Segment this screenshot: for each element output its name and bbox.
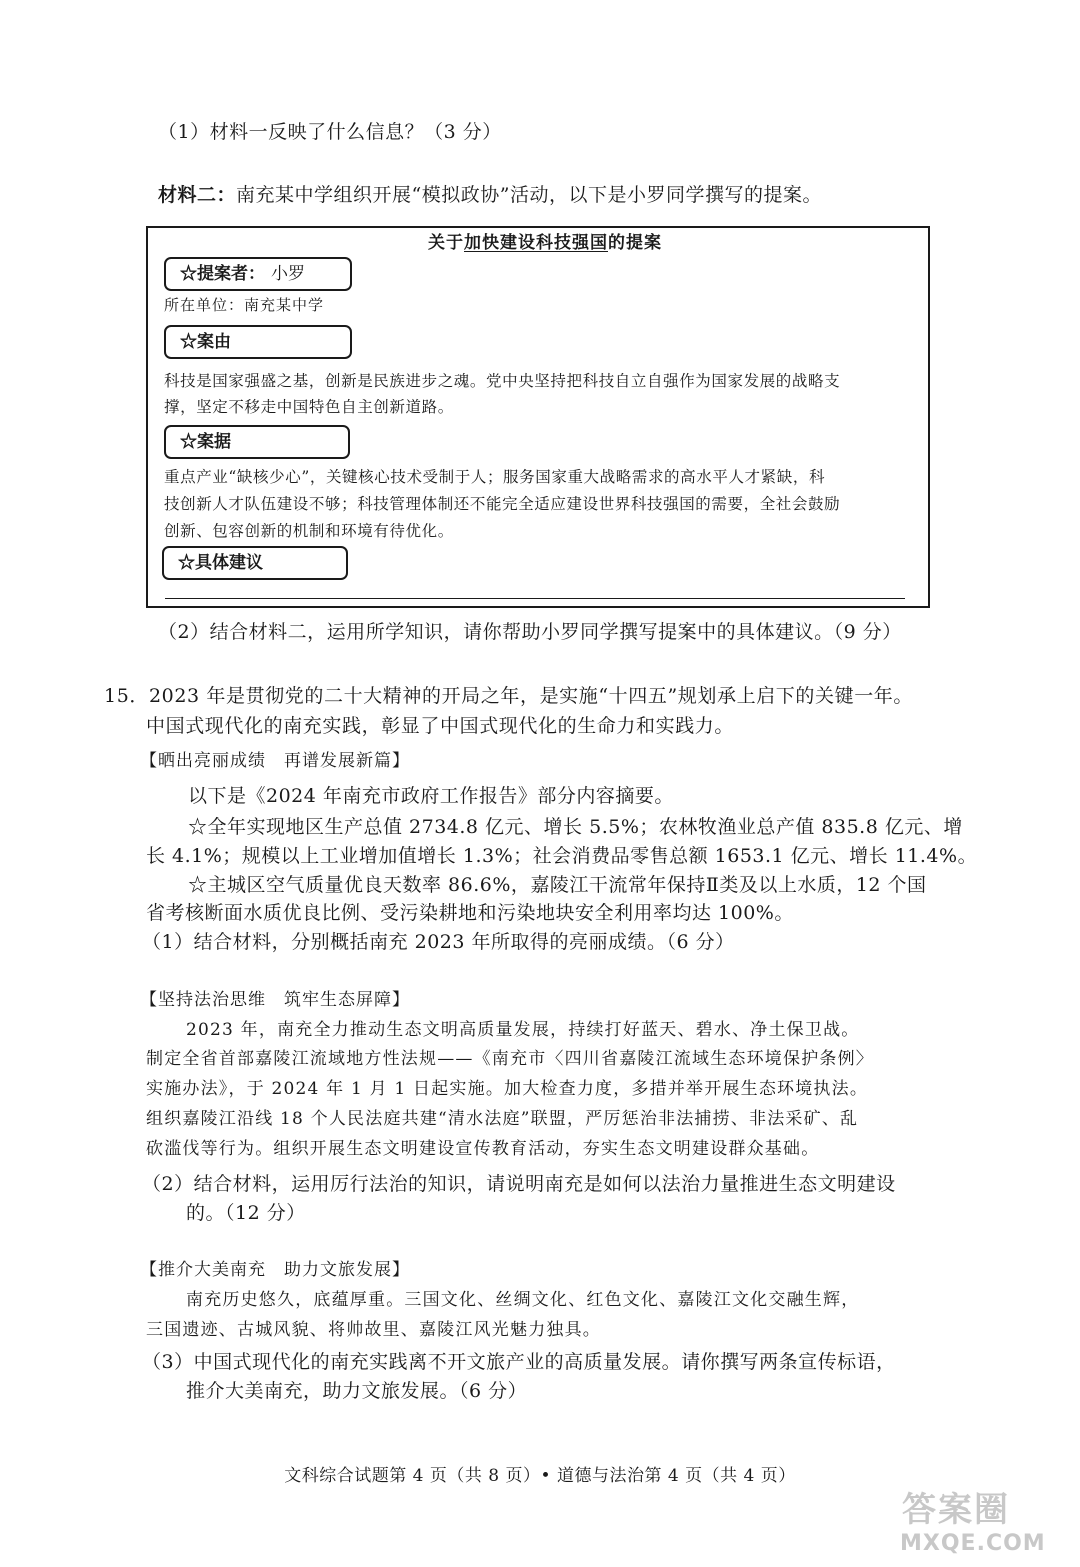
suggestion-tag: ☆具体建议	[162, 546, 348, 580]
reason-text	[164, 368, 840, 420]
section2-line: 砍滥伐等行为。组织开展生态文明建设宣传教育活动，夯实生态文明建设群众基础。	[146, 1139, 820, 1159]
section2-question-line1: （2）结合材料，运用厉行法治的知识，请说明南充是如何以法治力量推进生态文明建设	[142, 1173, 896, 1195]
section3-question-line2: 推介大美南充，助力文旅发展。（6 分）	[186, 1380, 528, 1402]
section2-heading: 【坚持法治思维 筑牢生态屏障】	[140, 990, 410, 1010]
q14-sub1: （1）材料一反映了什么信息？（3 分）	[158, 121, 502, 143]
section3-line: 三国遗迹、古城风貌、将帅故里、嘉陵江风光魅力独具。	[146, 1320, 601, 1340]
section1-line: ☆主城区空气质量优良天数率 86.6%，嘉陵江干流常年保持Ⅱ类及以上水质，12 个国	[188, 874, 927, 896]
section2-question-line2: 的。（12 分）	[186, 1202, 306, 1224]
proposer-value: 小罗	[271, 264, 305, 284]
section1-line: ☆全年实现地区生产总值 2734.8 亿元、增长 5.5%；农林牧渔业总产值 835.8 亿元、增	[188, 816, 963, 838]
section2-line: 2023 年，南充全力推动生态文明高质量发展，持续打好蓝天、碧水、净土保卫战。	[186, 1020, 860, 1040]
material2-text: 南充某中学组织开展“模拟政协”活动，以下是小罗同学撰写的提案。	[236, 184, 822, 206]
basis-line: 技创新人才队伍建设不够；科技管理体制还不能完全适应建设世界科技强国的需要，全社会鼓励	[164, 495, 841, 513]
basis-text	[164, 464, 840, 545]
section1-line: 长 4.1%；规模以上工业增加值增长 1.3%；社会消费品零售总额 1653.1 亿元、增长 11.4%。	[146, 845, 978, 867]
reason-line: 撑，坚定不移走中国特色自主创新道路。	[164, 398, 454, 416]
material2-intro	[158, 181, 822, 209]
section2-line: 制定全省首部嘉陵江流域地方性法规——《南充市〈四川省嘉陵江流域生态环境保护条例〉	[146, 1049, 874, 1069]
watermark-logo-text: 答案圈	[902, 1490, 1010, 1530]
section2-line: 组织嘉陵江沿线 18 个人民法庭共建“清水法庭”联盟，严厉惩治非法捕捞、非法采矿、乱	[146, 1109, 859, 1129]
proposer-label: ☆提案者：	[180, 264, 265, 284]
section2-line: 实施办法》，于 2024 年 1 月 1 日起实施。加大检查力度，多措并举开展生态环境执法。	[146, 1079, 869, 1099]
basis-line: 创新、包容创新的机制和环境有待优化。	[164, 522, 454, 540]
proposal-title: 关于加快建设科技强国的提案	[428, 233, 662, 253]
watermark-url: MXQE.COM	[900, 1531, 1046, 1556]
section3-line: 南充历史悠久，底蕴厚重。三国文化、丝绸文化、红色文化、嘉陵江文化交融生辉，	[186, 1290, 860, 1310]
page-footer: 文科综合试题第 4 页（共 8 页）• 道德与法治第 4 页（共 4 页）	[284, 1466, 796, 1486]
section1-heading: 【晒出亮丽成绩 再谱发展新篇】	[140, 751, 410, 771]
basis-tag: ☆案据	[164, 425, 350, 459]
proposer-unit: 所在单位：南充某中学	[164, 296, 325, 314]
basis-line: 重点产业“缺核少心”，关键核心技术受制于人；服务国家重大战略需求的高水平人才紧缺，科	[164, 468, 826, 486]
section1-line: 省考核断面水质优良比例、受污染耕地和污染地块安全利用率均达 100%。	[146, 902, 794, 924]
reason-line: 科技是国家强盛之基，创新是民族进步之魂。党中央坚持把科技自立自强作为国家发展的战略支	[164, 372, 841, 390]
q15-intro-line2: 中国式现代化的南充实践，彰显了中国式现代化的生命力和实践力。	[146, 715, 735, 737]
q14-sub2: （2）结合材料二，运用所学知识，请你帮助小罗同学撰写提案中的具体建议。（9 分）	[158, 621, 902, 643]
answer-line	[165, 598, 905, 599]
proposal-title-underlined: 加快建设科技强国	[464, 233, 608, 253]
section3-question-line1: （3）中国式现代化的南充实践离不开文旅产业的高质量发展。请你撰写两条宣传标语，	[142, 1351, 896, 1373]
q15-intro-line1: 15．2023 年是贯彻党的二十大精神的开局之年，是实施“十四五”规划承上启下的关键一年。	[104, 685, 913, 707]
section1-line: 以下是《2024 年南充市政府工作报告》部分内容摘要。	[188, 785, 674, 807]
section1-question: （1）结合材料，分别概括南充 2023 年所取得的亮丽成绩。（6 分）	[142, 931, 735, 953]
proposer-tag	[164, 257, 352, 291]
section3-heading: 【推介大美南充 助力文旅发展】	[140, 1260, 410, 1280]
reason-tag: ☆案由	[164, 325, 352, 359]
material2-label: 材料二：	[158, 184, 237, 206]
